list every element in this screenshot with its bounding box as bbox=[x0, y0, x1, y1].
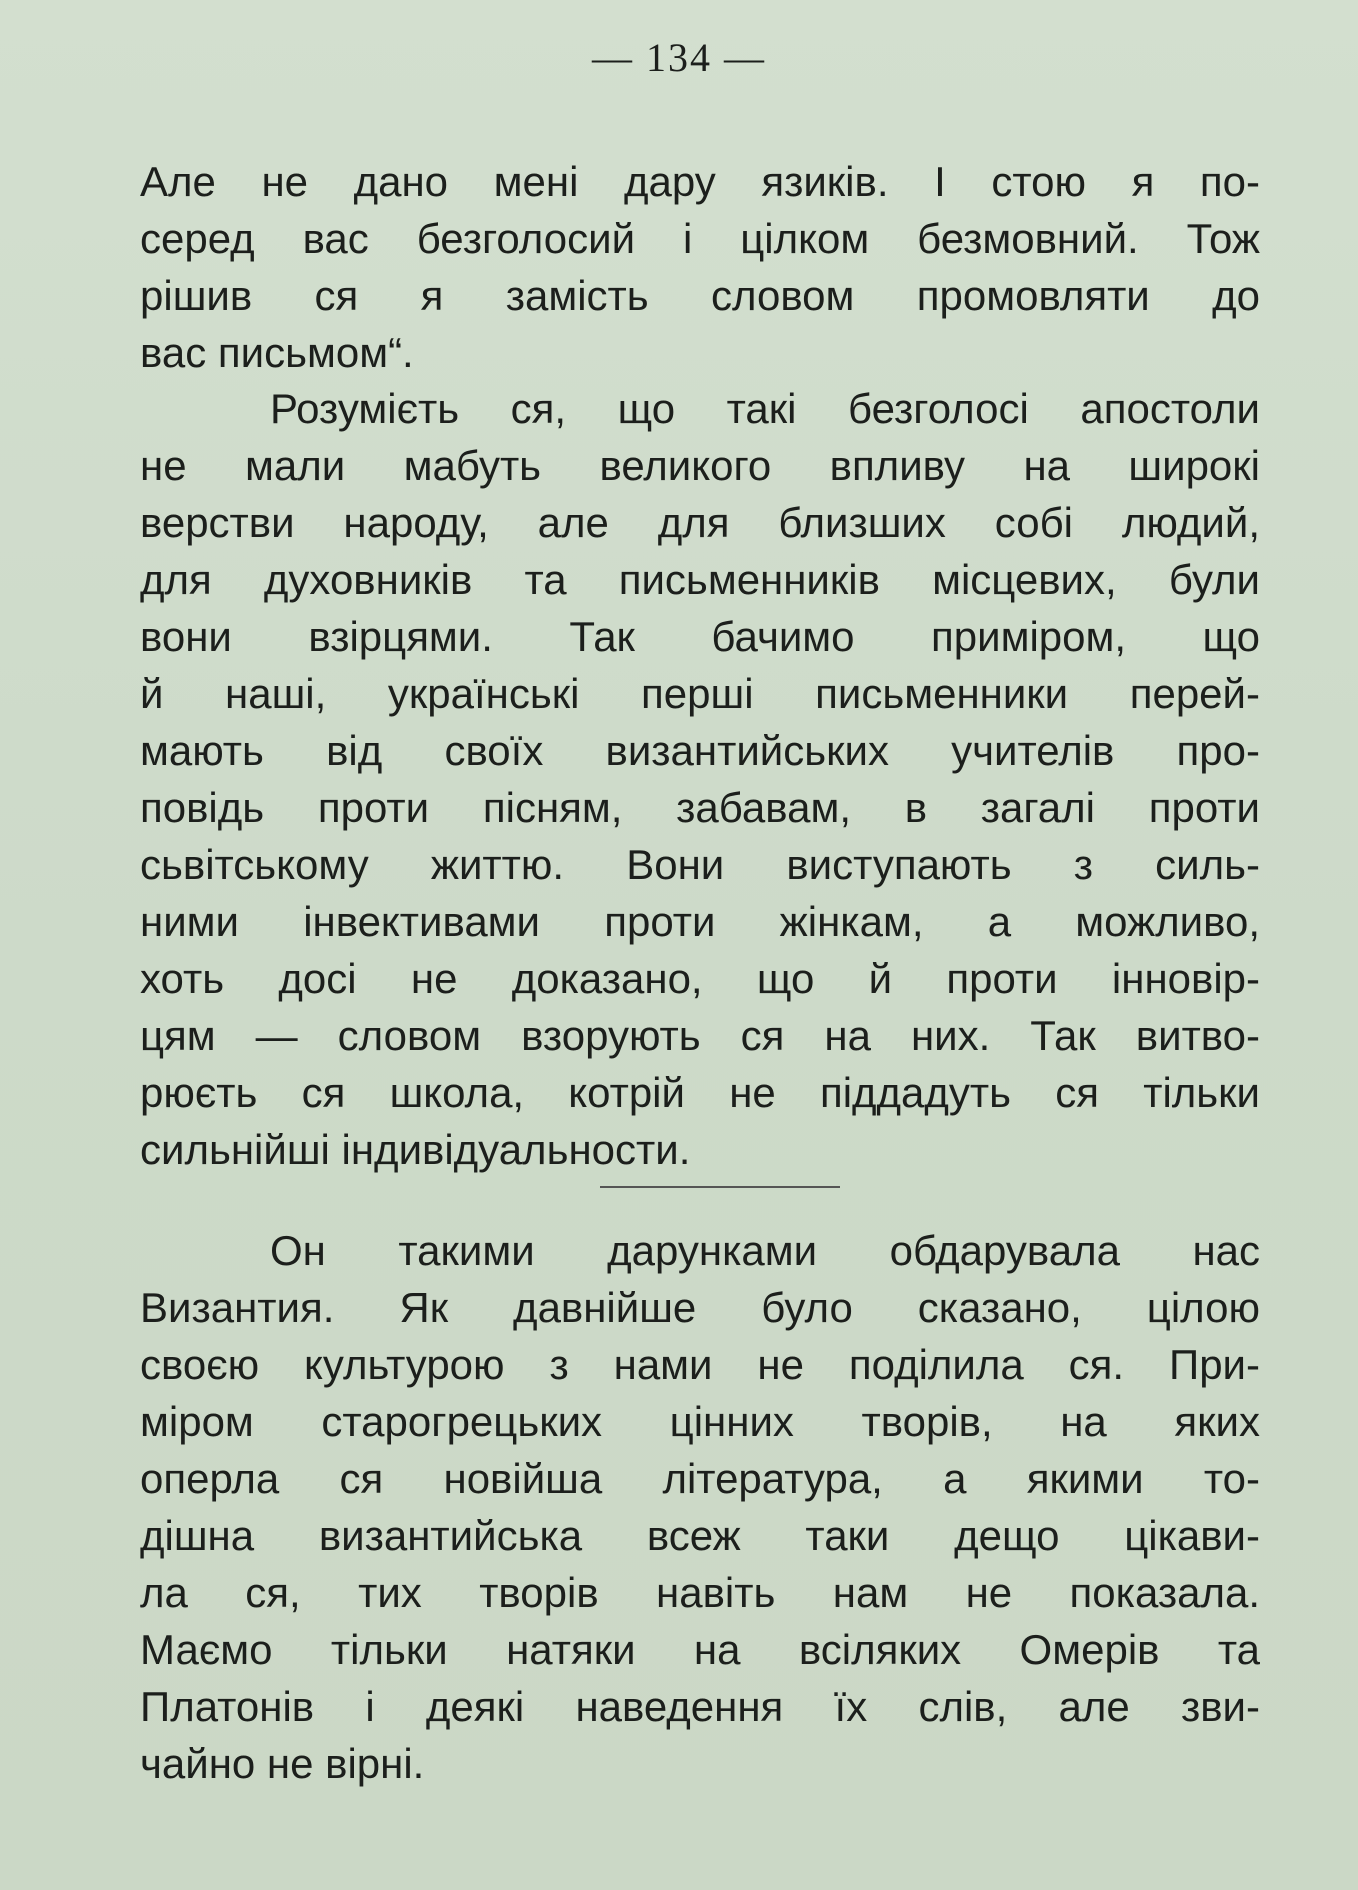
paragraph-line: чайно не вірні. bbox=[140, 1740, 425, 1787]
paragraph-2 bbox=[140, 380, 1260, 1178]
paragraph-line: сильнійші індивідуальности. bbox=[140, 1126, 691, 1173]
paragraph-line: повідь проти пісням, забавам, в загалі проти bbox=[140, 784, 1260, 831]
paragraph-line: Розумієть ся, що такі безголосі апостоли bbox=[270, 385, 1260, 432]
paragraph-line: верстви народу, але для близших собі людий, bbox=[140, 499, 1260, 546]
paragraph-line: й наші, українські перші письменники перей- bbox=[140, 670, 1260, 717]
paragraph-line: серед вас безголосий і цілком безмовний. Тож bbox=[140, 215, 1260, 262]
paragraph-line: Маємо тільки натяки на всіляких Омерів та bbox=[140, 1626, 1260, 1673]
paragraph-line: ла ся, тих творів навіть нам не показала. bbox=[140, 1569, 1260, 1616]
paragraph-line: Византия. Як давнійше було сказано, цілою bbox=[140, 1284, 1260, 1331]
paragraph-line: для духовників та письменників місцевих, були bbox=[140, 556, 1260, 603]
paragraph-line: Але не дано мені дару язиків. І стою я по- bbox=[140, 158, 1260, 205]
page-number: — 134 — bbox=[592, 35, 766, 80]
paragraph-line: дішна византийська всеж таки дещо цікави- bbox=[140, 1512, 1260, 1559]
paragraph-line: хоть досі не доказано, що й проти інновір- bbox=[140, 955, 1260, 1002]
paragraph-line: сьвітському життю. Вони виступають з силь- bbox=[140, 841, 1260, 888]
paragraph-line: рішив ся я замість словом промовляти до bbox=[140, 272, 1260, 319]
paragraph-line: міром старогрецьких цінних творів, на яких bbox=[140, 1398, 1260, 1445]
paragraph-line: вас письмом“. bbox=[140, 329, 414, 376]
paragraph-line: Он такими дарунками обдарувала нас bbox=[270, 1227, 1260, 1274]
paragraph-line: оперла ся новійша література, а якими то- bbox=[140, 1455, 1260, 1502]
paragraph-3 bbox=[140, 1222, 1260, 1792]
paragraph-line: рюєть ся школа, котрій не піддадуть ся тільки bbox=[140, 1069, 1260, 1116]
section-divider bbox=[600, 1186, 840, 1188]
paragraph-line: не мали мабуть великого впливу на широкі bbox=[140, 442, 1260, 489]
paragraph-line: ними інвективами проти жінкам, а можливо, bbox=[140, 898, 1260, 945]
paragraph-line: цям — словом взорують ся на них. Так витво- bbox=[140, 1012, 1260, 1059]
paragraph-line: своєю культурою з нами не поділила ся. При- bbox=[140, 1341, 1260, 1388]
paragraph-1 bbox=[140, 153, 1260, 381]
paragraph-line: мають від своїх византийських учителів про- bbox=[140, 727, 1260, 774]
paragraph-line: вони взірцями. Так бачимо приміром, що bbox=[140, 613, 1260, 660]
paragraph-line: Платонів і деякі наведення їх слів, але зви- bbox=[140, 1683, 1260, 1730]
